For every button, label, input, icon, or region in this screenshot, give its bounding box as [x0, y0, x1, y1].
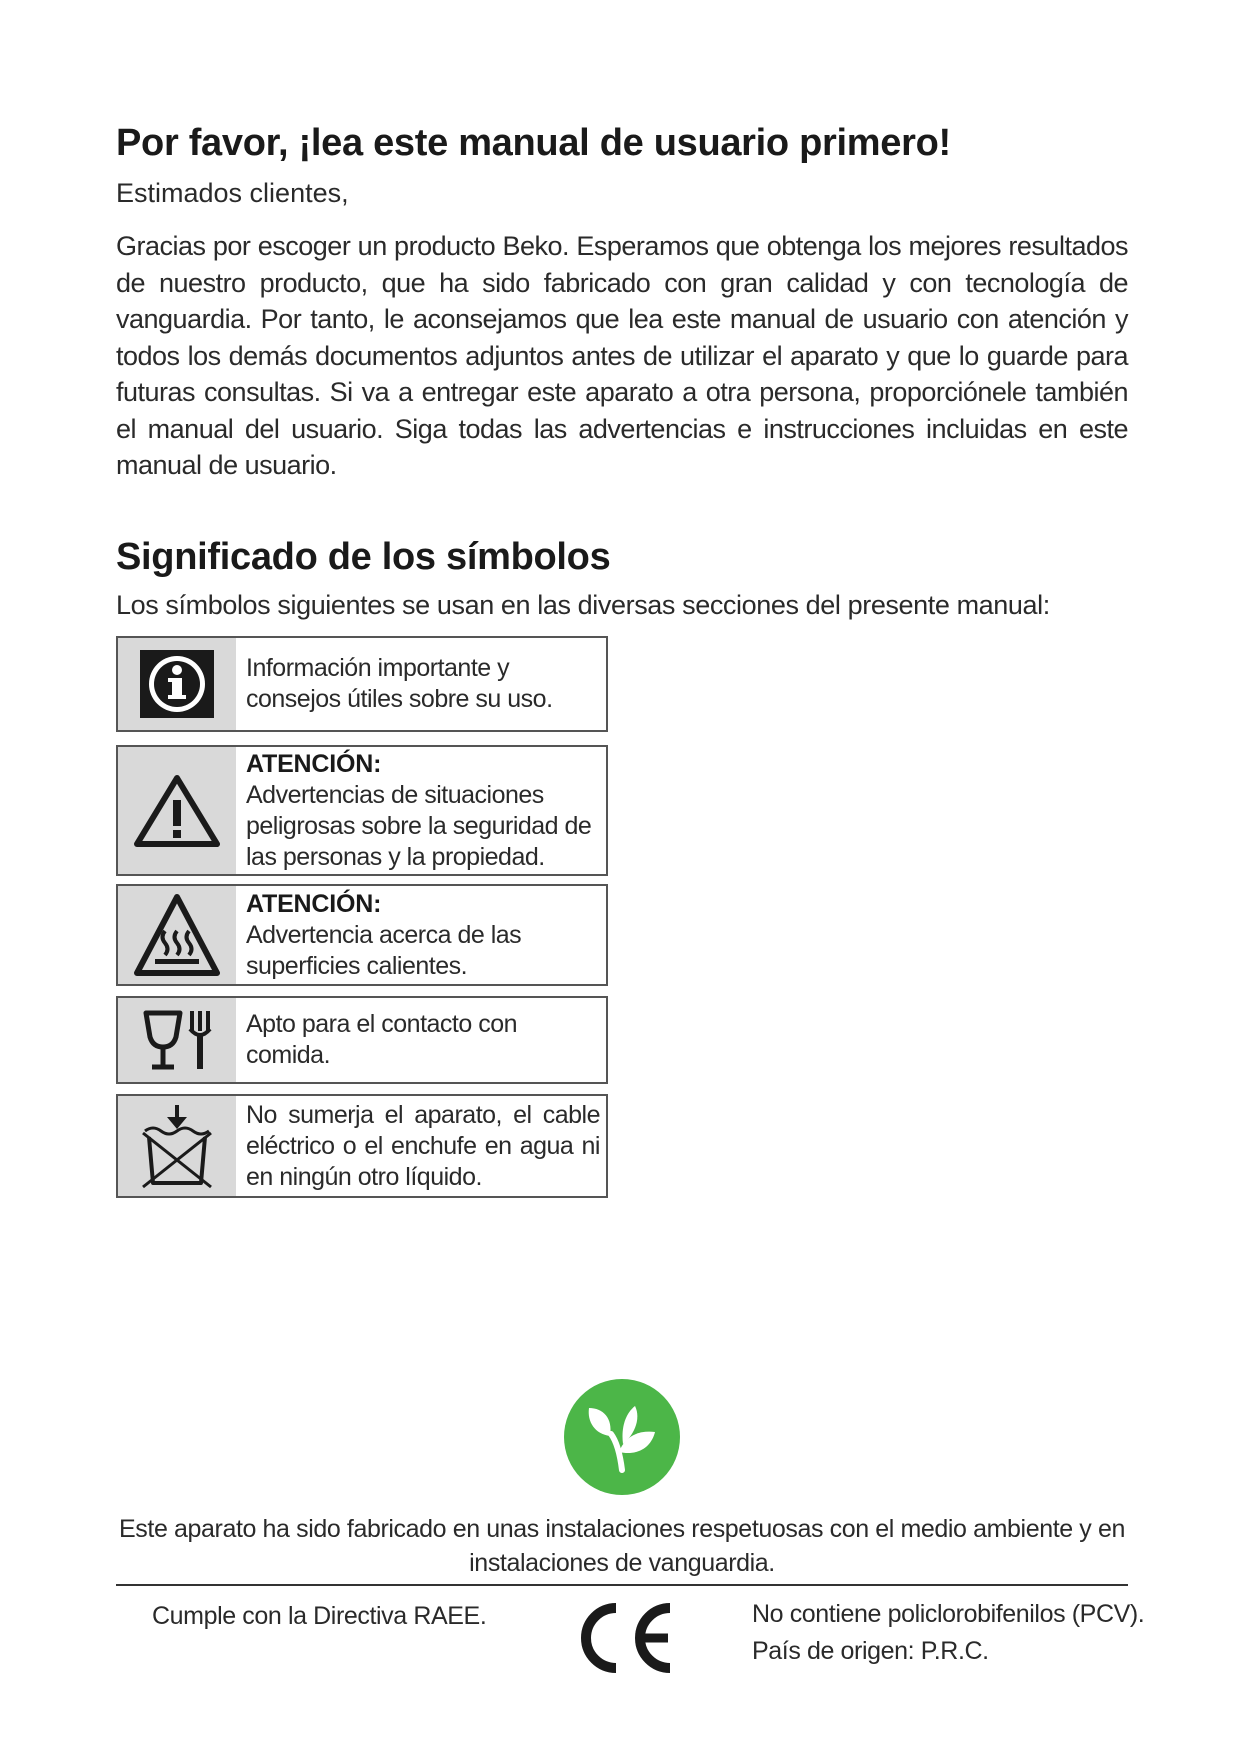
symbol-text-hot-surface: [236, 886, 606, 984]
symbol-text-warning: [236, 747, 606, 874]
greeting: Estimados clientes,: [116, 178, 349, 208]
hot-surface-icon: [118, 886, 236, 984]
ce-mark-icon: [568, 1598, 678, 1678]
symbol-heading: ATENCIÓN:: [246, 749, 382, 778]
eco-statement-line-2: instalaciones de vanguardia.: [469, 1549, 775, 1577]
symbol-row-food-safe: [116, 996, 608, 1084]
symbol-description: Apto para el contacto con comida.: [246, 1010, 518, 1069]
food-safe-icon: [118, 998, 236, 1082]
info-icon: [118, 638, 236, 730]
symbol-row-warning: [116, 745, 608, 876]
symbols-title: Significado de los símbolos: [116, 536, 611, 578]
symbol-text-info: [236, 638, 606, 730]
compliance-info: [752, 1596, 1144, 1670]
symbol-description: Advertencias de situaciones peligrosas sobre la seguridad de las personas y la propiedad.: [246, 780, 592, 871]
leaf-icon: [563, 1378, 681, 1496]
symbol-row-do-not-immerse: [116, 1094, 608, 1198]
warning-triangle-icon: [118, 747, 236, 874]
intro-paragraph: Gracias por escoger un producto Beko. Esperamos que obtenga los mejores resultados de nuestro producto, que ha sido fabricado con gran calidad y con tecnología de vanguardia. Por tanto, le aconsejamos que lea este manual de usuario con atención y todos los demás documentos adjuntos antes de utilizar el aparato y que lo guarde para futuras consultas. Si va a entregar este aparato a otra persona, proporciónele también el manual del usuario. Siga todas las advertencias e instrucciones incluidas en este manual de usuario.: [116, 231, 1128, 480]
symbol-description: No sumerja el aparato, el cable eléctrico o el enchufe en agua ni en ningún otro líquido.: [246, 1100, 600, 1191]
symbol-text-do-not-immerse: [236, 1096, 606, 1196]
symbol-row-hot-surface: [116, 884, 608, 986]
pcb-statement: No contiene policlorobifenilos (PCV).: [752, 1600, 1145, 1628]
symbol-description: Advertencia acerca de las superficies calientes.: [246, 920, 522, 980]
weee-compliance: Cumple con la Directiva RAEE.: [152, 1602, 487, 1630]
eco-statement-line-1: Este aparato ha sido fabricado en unas instalaciones respetuosas con el medio ambiente y en: [119, 1515, 1125, 1543]
symbol-description: Información importante y consejos útiles sobre su uso.: [246, 654, 553, 713]
symbol-row-info: [116, 636, 608, 732]
do-not-immerse-icon: [118, 1096, 236, 1196]
country-of-origin: País de origen: P.R.C.: [752, 1637, 989, 1665]
symbol-heading: ATENCIÓN:: [246, 889, 382, 918]
eco-statement: [116, 1512, 1128, 1580]
page-title: Por favor, ¡lea este manual de usuario primero!: [116, 122, 951, 164]
symbols-intro: Los símbolos siguientes se usan en las diversas secciones del presente manual:: [116, 590, 1050, 620]
symbol-text-food-safe: [236, 998, 606, 1082]
footer-divider: [116, 1584, 1128, 1586]
